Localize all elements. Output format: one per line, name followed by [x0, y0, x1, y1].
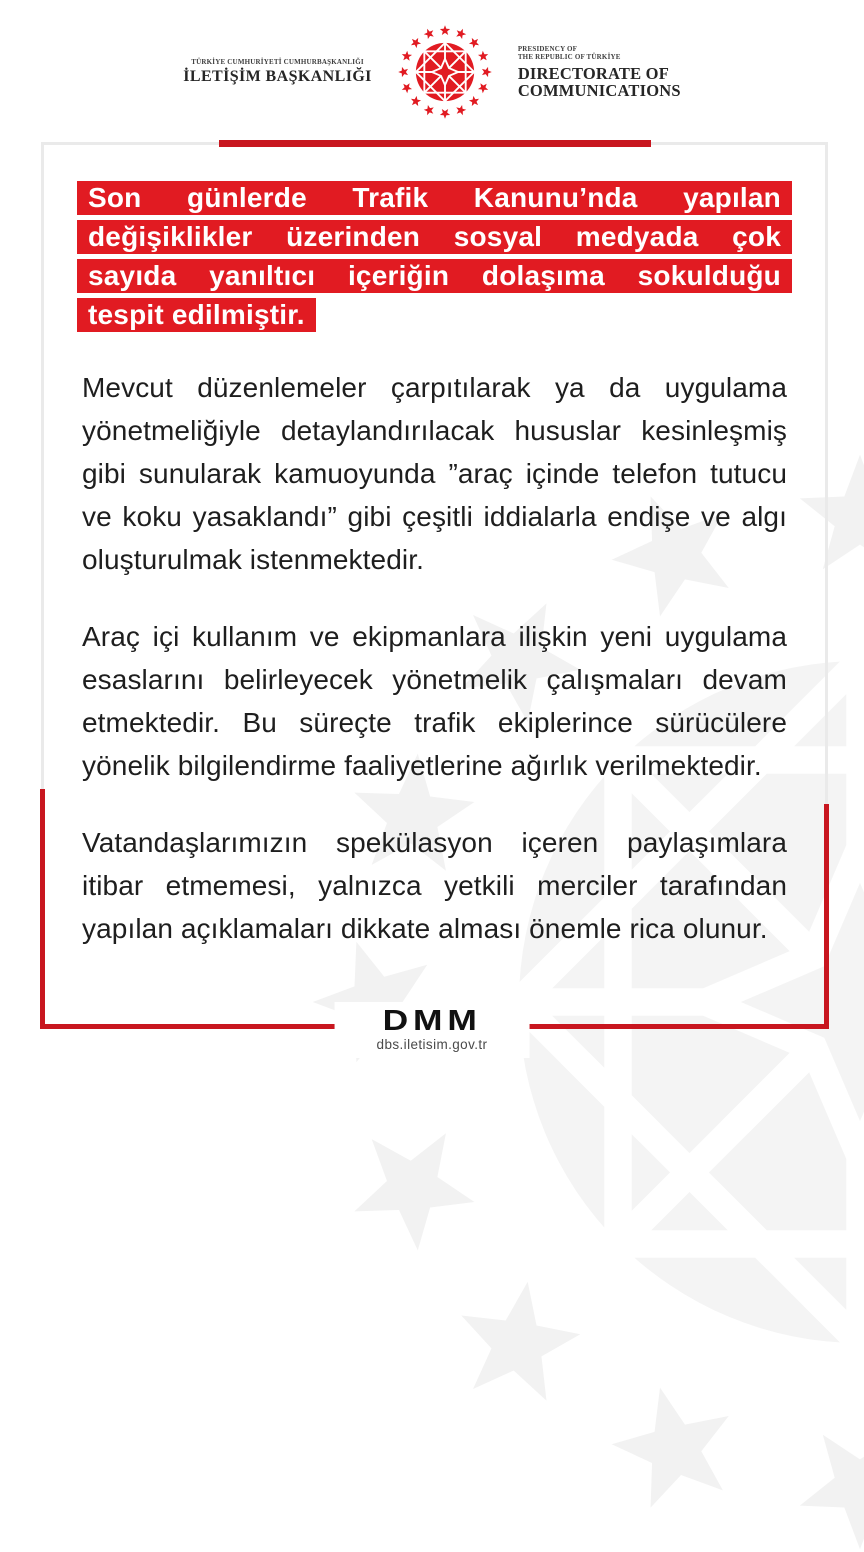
dmm-logo: DMM [382, 1005, 482, 1037]
card-left-red-accent [40, 789, 45, 1029]
header-left-title [183, 58, 372, 86]
headline [77, 181, 792, 332]
header-right-line4: COMMUNICATIONS [517, 81, 681, 100]
footer-logo [335, 1002, 530, 1058]
card-top-red-accent [219, 140, 651, 147]
header [0, 24, 864, 120]
header-right-line3: DIRECTORATE OF [517, 63, 669, 83]
headline-line: sayıda yanıltıcı içeriğin dolaşıma sokulduğu [77, 259, 792, 293]
header-right-title [518, 45, 681, 100]
footer-url: dbs.iletisim.gov.tr [376, 1037, 488, 1052]
card-right-red-accent [824, 804, 829, 1029]
headline-line: değişiklikler üzerinden sosyal medyada çok [77, 220, 792, 254]
headline-line: tespit edilmiştir. [77, 298, 316, 332]
body-paragraph: Araç içi kullanım ve ekipmanlara ilişkin yeni uygulama esaslarını belirleyecek yönetmelik çalışmaları devam etmektedir. Bu süreçte trafik ekiplerince sürücülere yönelik bilgilendirme faaliyetlerine ağırlık verilmektedir. [82, 621, 787, 781]
headline-line: Son günlerde Trafik Kanunu’nda yapılan [77, 181, 792, 215]
header-right-line2: THE REPUBLIC OF TÜRKİYE [517, 53, 621, 61]
header-left-line1: TÜRKİYE CUMHURİYETİ CUMHURBAŞKANLIĞI [191, 58, 364, 66]
body-paragraph: Mevcut düzenlemeler çarpıtılarak ya da uygulama yönetmeliğiyle detaylandırılacak hususlar kesinleşmiş gibi sunularak kamuoyunda ”araç içinde telefon tutucu ve koku yasaklandı” gibi çeşitli iddialarla endişe ve algı oluşturulmak istenmektedir. [82, 372, 787, 575]
body-paragraph: Vatandaşlarımızın spekülasyon içeren paylaşımlara itibar etmemesi, yalnızca yetkili merciler tarafından yapılan açıklamaları dikkate alması önemle rica olunur. [82, 827, 787, 944]
header-right-line1: PRESIDENCY OF [517, 44, 578, 53]
announcement-card [41, 142, 828, 1028]
header-left-line2: İLETİŞİM BAŞKANLIĞI [183, 68, 372, 85]
presidency-seal-icon [398, 25, 492, 119]
